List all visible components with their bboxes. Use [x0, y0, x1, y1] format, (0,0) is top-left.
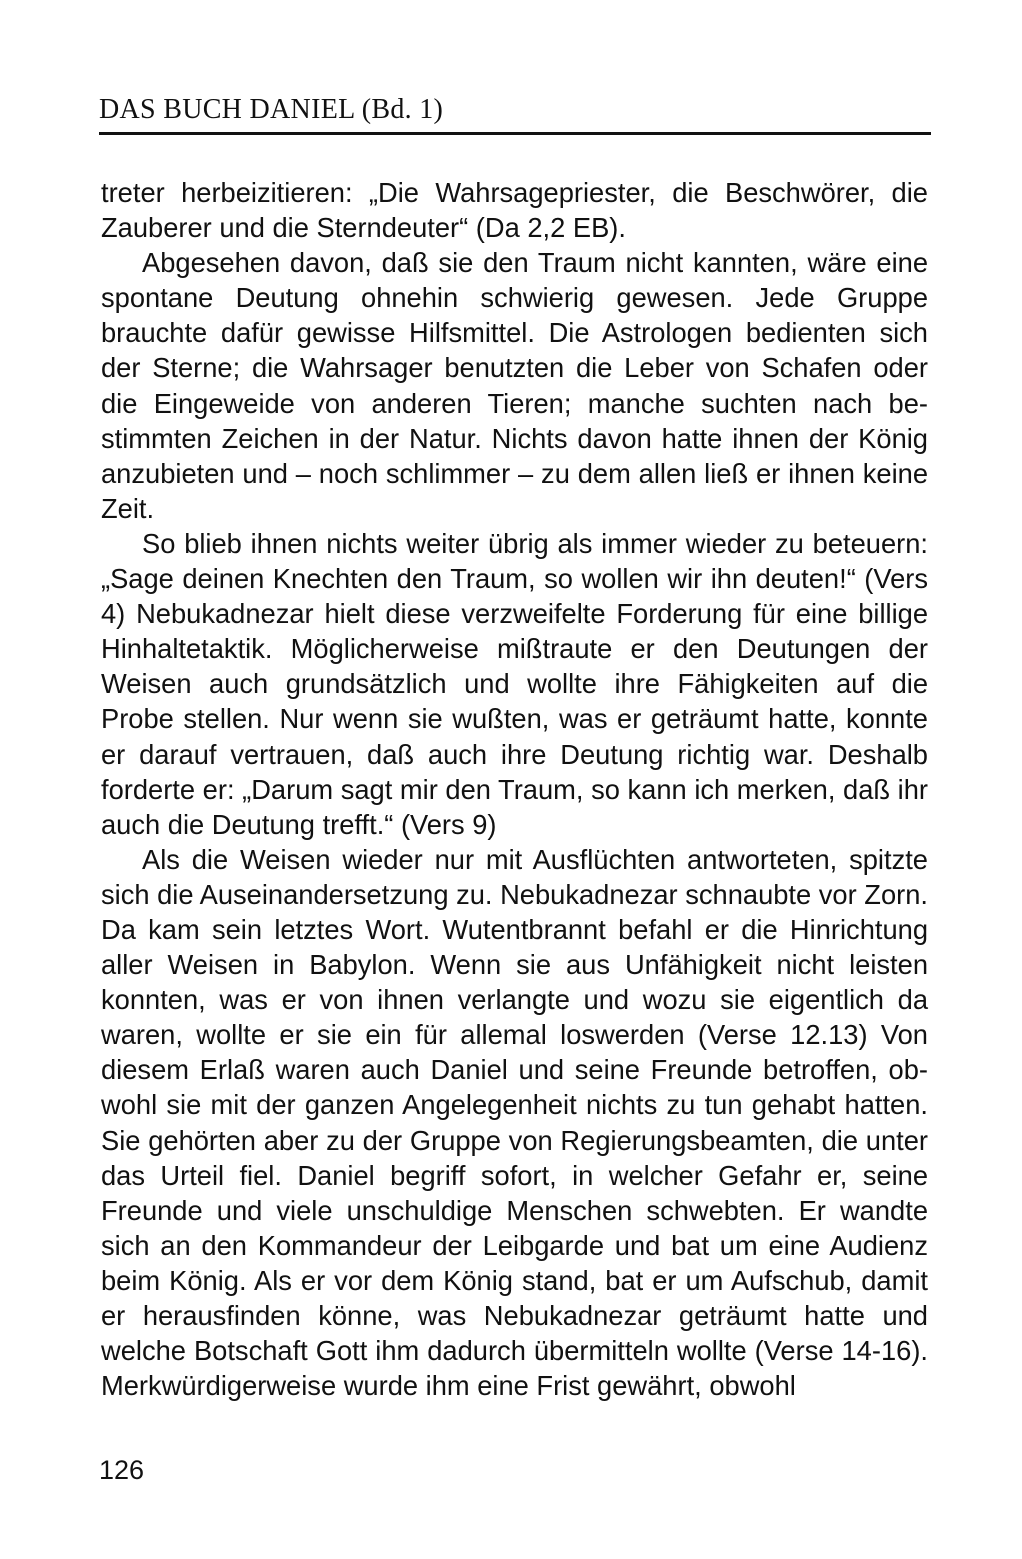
- body-text: [101, 175, 928, 1403]
- paragraph-2: Abgesehen davon, daß sie den Traum nicht kannten, wäre eine spontane Deutung ohnehin schwierig gewesen. Jede Gruppe brauchte dafür gewisse Hilfsmittel. Die Astrologen bedienten sich der Sterne; die Wahrsager benutzten die Leber von Schafen oder die Eingeweide von anderen Tieren; manche suchten nach bestimmten Zeichen in der Natur. Nichts davon hatte ihnen der König anzubieten und – noch schlimmer – zu dem allen ließ er ihnen keine Zeit.: [101, 247, 928, 524]
- paragraph-4: Als die Weisen wieder nur mit Ausflüchten antworteten, spitzte sich die Auseinandersetzung zu. Nebukadnezar schnaubte vor Zorn. Da kam sein letztes Wort. Wutentbrannt befahl er die Hinrichtung aller Weisen in Babylon. Wenn sie aus Unfähigkeit nicht leisten konnten, was er von ihnen verlangte und wozu sie eigentlich da waren, wollte er sie ein für allemal loswerden (Verse 12.13) Von diesem Erlaß waren auch Daniel und seine Freunde betroffen, obwohl sie mit der ganzen Angelegenheit nichts zu tun gehabt hatten. Sie gehörten aber zu der Gruppe von Regierungsbeamten, die unter das Urteil fiel. Daniel begriff sofort, in welcher Gefahr er, seine Freunde und viele unschuldige Menschen schwebten. Er wandte sich an den Kommandeur der Leibgarde und bat um eine Audienz beim König. Als er vor dem König stand, bat er um Aufschub, damit er herausfinden könne, was Nebukadnezar geträumt hatte und welche Botschaft Gott ihm dadurch übermitteln wollte (Verse 14-16). Merkwürdigerweise wurde ihm eine Frist gewährt, obwohl: [101, 843, 928, 1402]
- paragraph-3: So blieb ihnen nichts weiter übrig als immer wieder zu beteuern: „Sage deinen Knechten den Traum, so wollen wir ihn deuten!“ (Vers 4) Nebukadnezar hielt diese verzweifelte Forderung für eine billige Hinhaltetaktik. Möglicherweise mißtraute er den Deutungen der Weisen auch grundsätzlich und wollte ihre Fähigkeiten auf die Probe stellen. Nur wenn sie wußten, was er geträumt hatte, konnte er darauf vertrauen, daß auch ihre Deutung richtig war. Deshalb forderte er: „Darum sagt mir den Traum, so kann ich merken, daß ihr auch die Deutung trefft.“ (Vers 9): [101, 527, 928, 840]
- page-number: 126: [99, 1455, 145, 1485]
- running-header: [99, 88, 931, 135]
- paragraph-1: treter herbeizitieren: „Die Wahrsagepriester, die Beschwörer, die Zauberer und die Sterndeuter“ (Da 2,2 EB).: [101, 177, 928, 244]
- running-header-title: DAS BUCH DANIEL (Bd. 1): [99, 94, 444, 125]
